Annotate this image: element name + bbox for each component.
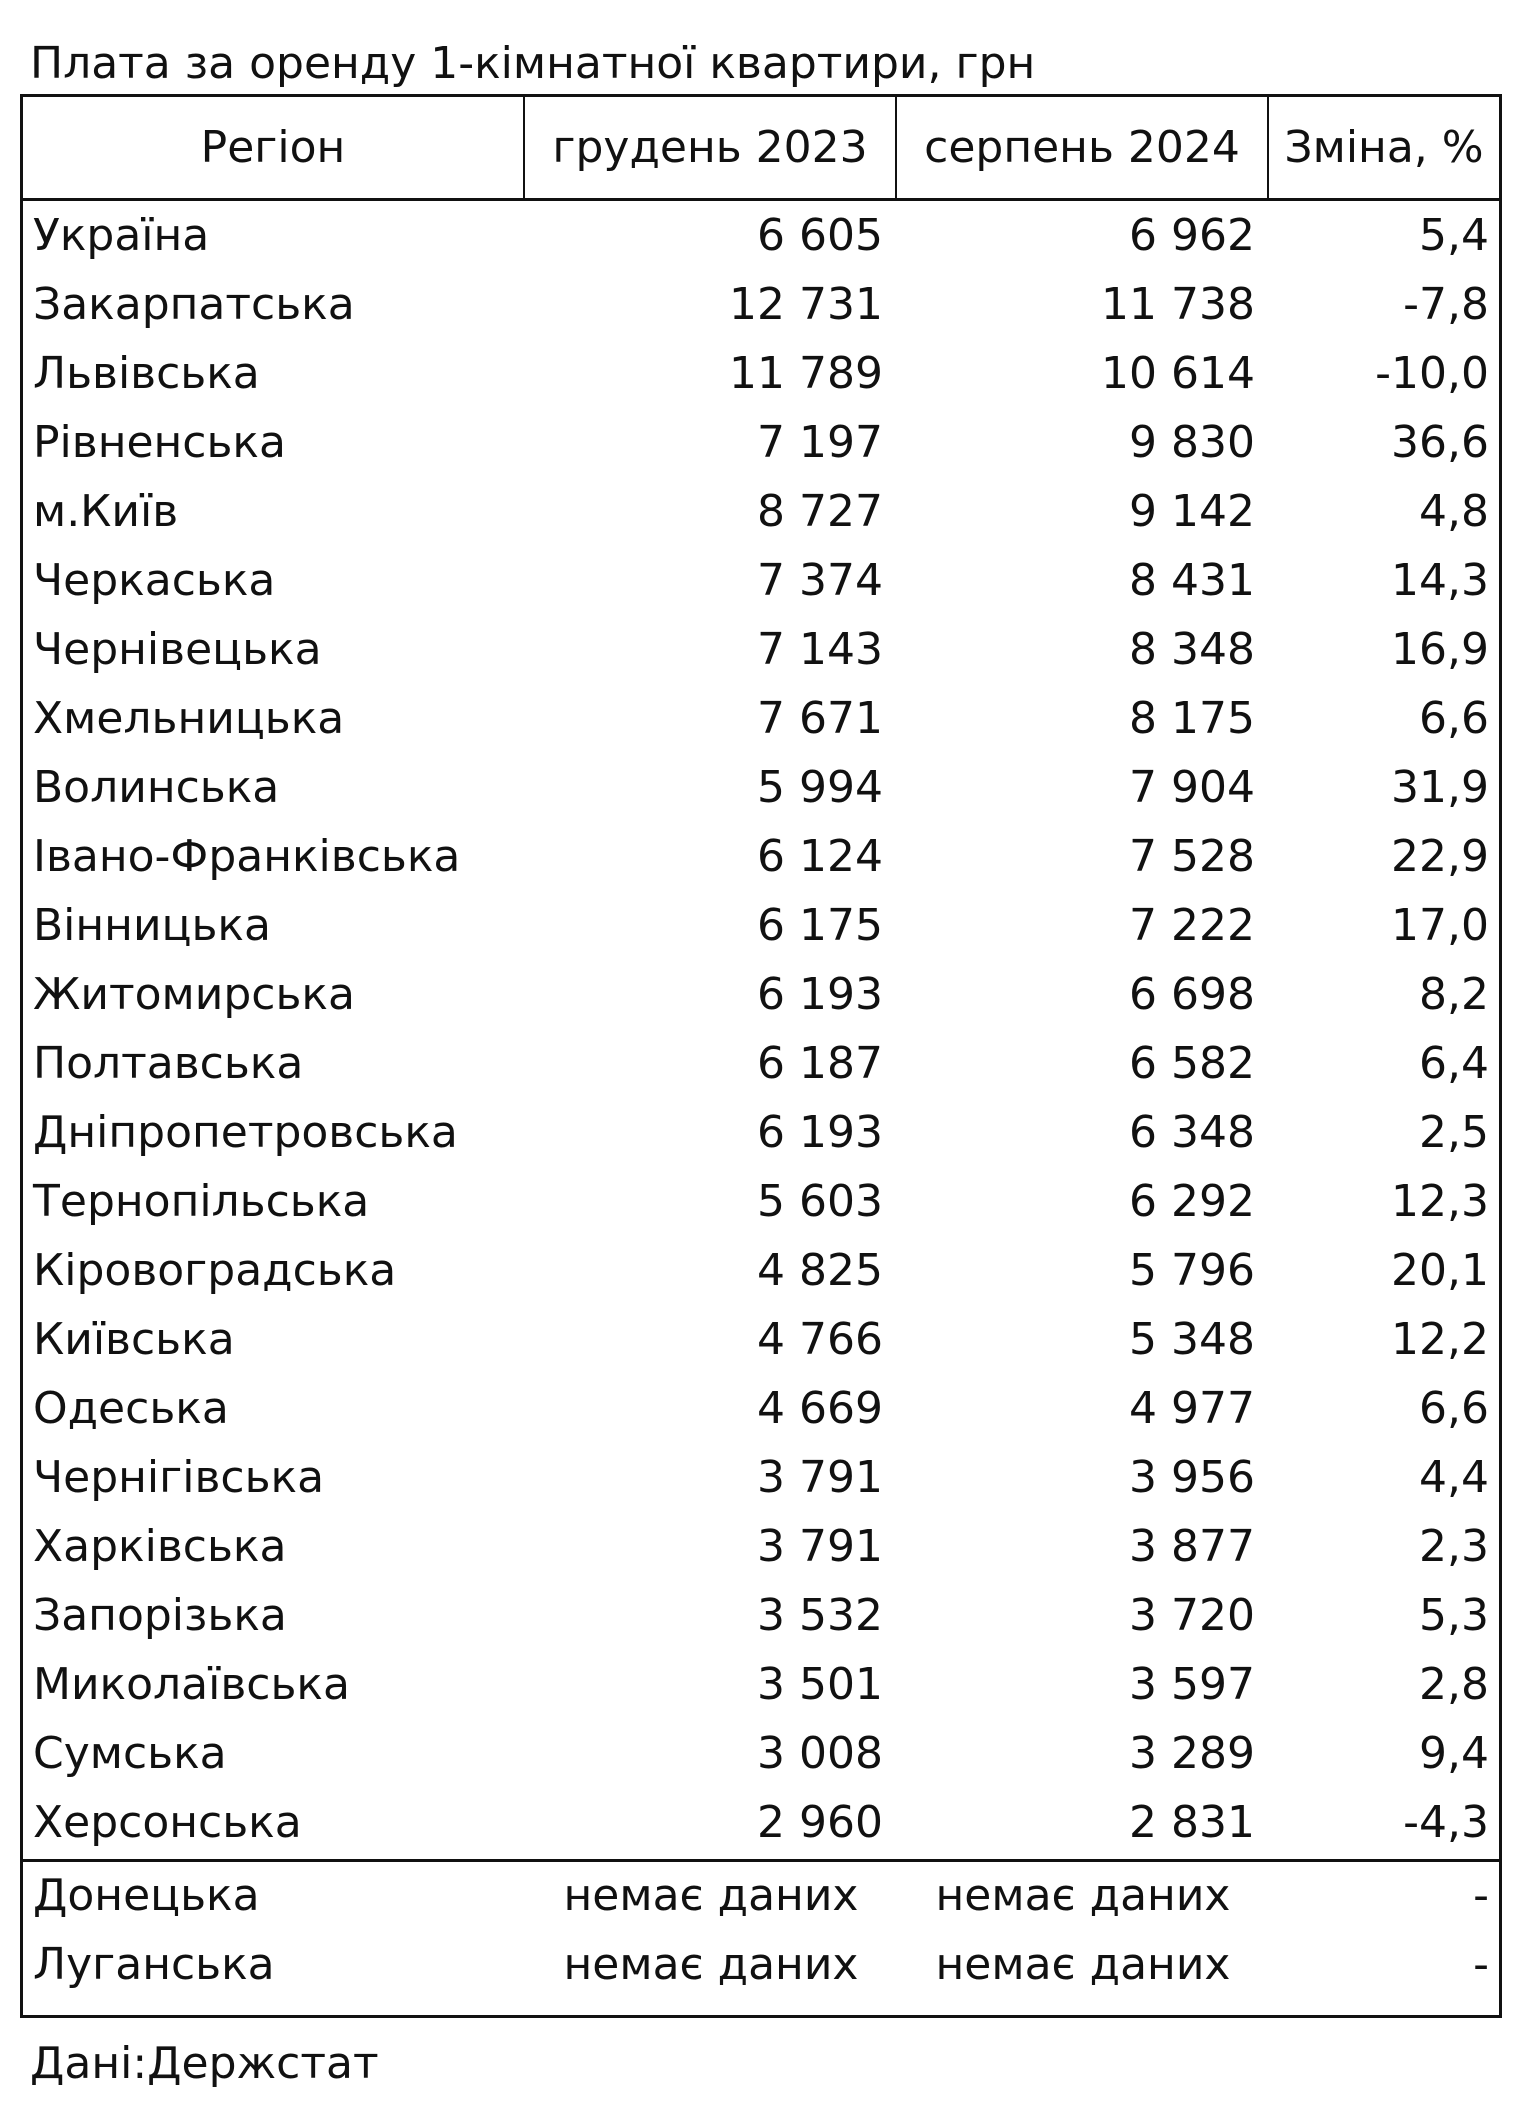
table-row [23,1788,1499,1857]
region-cell: Луганська [33,1939,275,1990]
change-cell: 9,4 [1419,1728,1489,1779]
table-row [23,1305,1499,1374]
table-row [23,408,1499,477]
change-cell: 22,9 [1391,831,1489,882]
region-cell: Миколаївська [33,1659,350,1710]
dec2023-cell: 6 193 [757,969,883,1020]
table-row [23,1029,1499,1098]
change-cell: 2,5 [1419,1107,1489,1158]
region-cell: Херсонська [33,1797,302,1848]
header-change: Зміна, % [1284,122,1484,173]
aug2024-cell: 3 720 [1129,1590,1255,1641]
aug2024-cell: 6 698 [1129,969,1255,1020]
aug2024-cell: 3 877 [1129,1521,1255,1572]
dec2023-cell: 3 008 [757,1728,883,1779]
table-row [23,546,1499,615]
change-cell: 5,3 [1419,1590,1489,1641]
region-cell: Одеська [33,1383,229,1434]
table-row [23,615,1499,684]
aug2024-cell: 3 597 [1129,1659,1255,1710]
region-cell: Чернігівська [33,1452,325,1503]
table-row [23,1512,1499,1581]
aug2024-cell: 8 175 [1129,693,1255,744]
aug2024-cell: 10 614 [1101,348,1255,399]
aug2024-cell: 3 956 [1129,1452,1255,1503]
aug2024-cell: немає даних [935,1870,1231,1921]
dec2023-cell: 8 727 [757,486,883,537]
aug2024-cell: 6 348 [1129,1107,1255,1158]
change-cell: 8,2 [1419,969,1489,1020]
table-row [23,1374,1499,1443]
table-row [23,1719,1499,1788]
change-cell: - [1473,1870,1489,1921]
source-note: Дані:Держстат [30,2038,379,2089]
dec2023-cell: 7 671 [757,693,883,744]
change-cell: 4,4 [1419,1452,1489,1503]
dec2023-cell: 7 197 [757,417,883,468]
region-cell: Полтавська [33,1038,304,1089]
change-cell: 36,6 [1391,417,1489,468]
region-cell: Чернівецька [33,624,322,675]
region-cell: Харківська [33,1521,287,1572]
header-region: Регіон [23,97,525,198]
dec2023-cell: 12 731 [729,279,883,330]
change-cell: -7,8 [1403,279,1489,330]
table-title: Плата за оренду 1-кімнатної квартири, грн [30,38,1036,89]
region-cell: Волинська [33,762,280,813]
table-row [23,1650,1499,1719]
change-cell: 12,3 [1391,1176,1489,1227]
region-cell: Вінницька [33,900,271,951]
region-cell: м.Київ [33,486,179,537]
aug2024-cell: 6 292 [1129,1176,1255,1227]
table-row [23,684,1499,753]
region-cell: Рівненська [33,417,286,468]
aug2024-cell: 7 222 [1129,900,1255,951]
dec2023-cell: 4 825 [757,1245,883,1296]
change-cell: 5,4 [1419,210,1489,261]
region-cell: Хмельницька [33,693,345,744]
change-cell: 20,1 [1391,1245,1489,1296]
aug2024-cell: 7 528 [1129,831,1255,882]
header-aug2024: серпень 2024 [897,97,1269,198]
aug2024-cell: 8 431 [1129,555,1255,606]
change-cell: 6,6 [1419,1383,1489,1434]
dec2023-cell: 3 501 [757,1659,883,1710]
aug2024-cell: 4 977 [1129,1383,1255,1434]
rent-table [20,94,1502,2018]
change-cell: 4,8 [1419,486,1489,537]
header-dec2023: грудень 2023 [525,97,897,198]
change-cell: 17,0 [1391,900,1489,951]
aug2024-cell: 3 289 [1129,1728,1255,1779]
aug2024-cell: 9 830 [1129,417,1255,468]
table-row [23,1581,1499,1650]
region-cell: Тернопільська [33,1176,370,1227]
region-cell: Кіровоградська [33,1245,397,1296]
dec2023-cell: 4 766 [757,1314,883,1365]
dec2023-cell: 6 124 [757,831,883,882]
region-cell: Дніпропетровська [33,1107,458,1158]
aug2024-cell: 11 738 [1101,279,1255,330]
aug2024-cell: немає даних [935,1939,1231,1990]
table-row [23,1236,1499,1305]
region-cell: Закарпатська [33,279,355,330]
table-row [23,339,1499,408]
table-row [23,891,1499,960]
table-row [23,753,1499,822]
table-row [23,822,1499,891]
region-cell: Сумська [33,1728,227,1779]
table-row [23,1098,1499,1167]
dec2023-cell: 11 789 [729,348,883,399]
region-cell: Київська [33,1314,235,1365]
dec2023-cell: 5 603 [757,1176,883,1227]
dec2023-cell: немає даних [563,1870,859,1921]
change-cell: 31,9 [1391,762,1489,813]
aug2024-cell: 6 582 [1129,1038,1255,1089]
aug2024-cell: 7 904 [1129,762,1255,813]
dec2023-cell: 4 669 [757,1383,883,1434]
dec2023-cell: 3 532 [757,1590,883,1641]
dec2023-cell: 3 791 [757,1452,883,1503]
dec2023-cell: 5 994 [757,762,883,813]
dec2023-cell: 2 960 [757,1797,883,1848]
change-cell: 6,6 [1419,693,1489,744]
aug2024-cell: 8 348 [1129,624,1255,675]
table-row [23,201,1499,270]
region-cell: Житомирська [33,969,355,1020]
aug2024-cell: 2 831 [1129,1797,1255,1848]
change-cell: - [1473,1939,1489,1990]
dec2023-cell: 3 791 [757,1521,883,1572]
region-cell: Донецька [33,1870,260,1921]
table-row [23,960,1499,1029]
change-cell: 2,3 [1419,1521,1489,1572]
table-row [23,477,1499,546]
change-cell: 2,8 [1419,1659,1489,1710]
region-cell: Черкаська [33,555,276,606]
table-row-no-data [23,1930,1499,1999]
table-row [23,1167,1499,1236]
dec2023-cell: немає даних [563,1939,859,1990]
change-cell: 16,9 [1391,624,1489,675]
region-cell: Запорізька [33,1590,287,1641]
aug2024-cell: 5 796 [1129,1245,1255,1296]
region-cell: Івано-Франківська [33,831,461,882]
table-header [23,97,1499,201]
table-row-no-data [23,1861,1499,1930]
aug2024-cell: 9 142 [1129,486,1255,537]
dec2023-cell: 6 175 [757,900,883,951]
change-cell: 6,4 [1419,1038,1489,1089]
aug2024-cell: 6 962 [1129,210,1255,261]
region-cell: Львівська [33,348,260,399]
dec2023-cell: 7 374 [757,555,883,606]
change-cell: -10,0 [1375,348,1489,399]
change-cell: 14,3 [1391,555,1489,606]
change-cell: 12,2 [1391,1314,1489,1365]
change-cell: -4,3 [1403,1797,1489,1848]
aug2024-cell: 5 348 [1129,1314,1255,1365]
table-row [23,270,1499,339]
dec2023-cell: 6 187 [757,1038,883,1089]
dec2023-cell: 7 143 [757,624,883,675]
region-cell: Україна [33,210,210,261]
dec2023-cell: 6 605 [757,210,883,261]
dec2023-cell: 6 193 [757,1107,883,1158]
table-row [23,1443,1499,1512]
